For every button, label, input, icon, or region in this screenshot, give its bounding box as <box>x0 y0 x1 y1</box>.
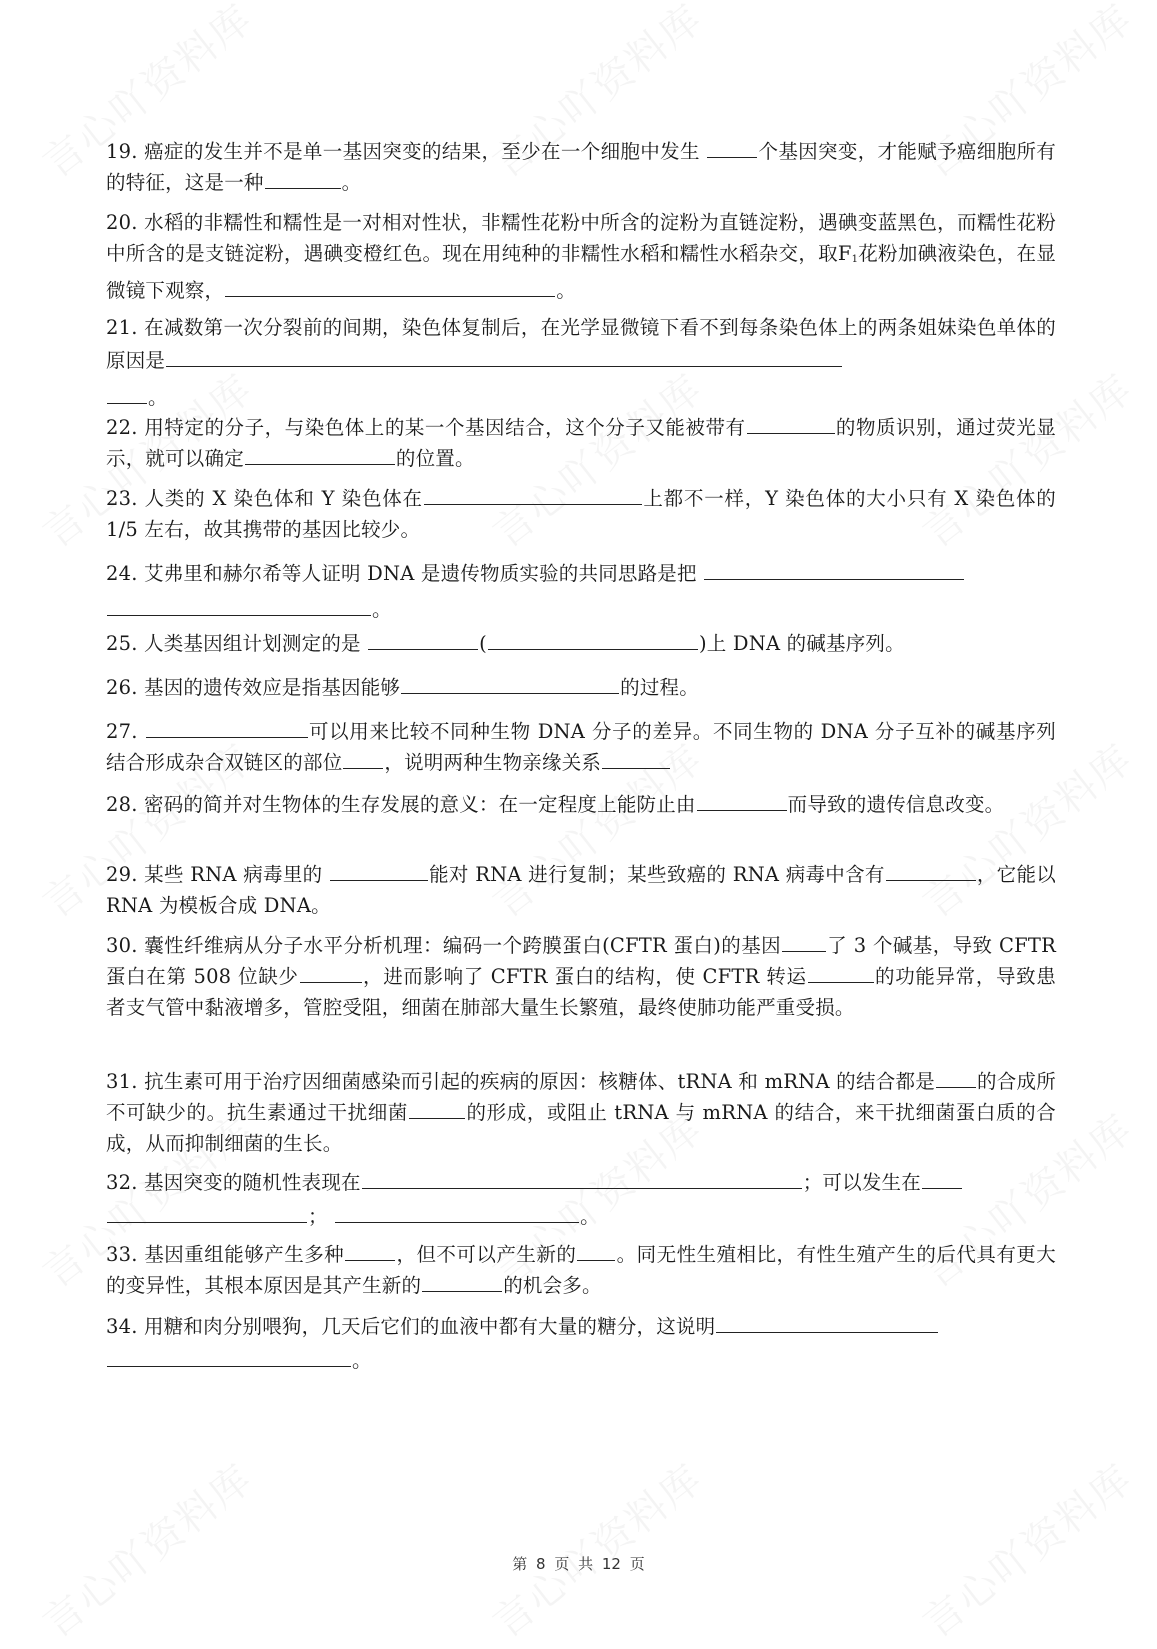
question-number: 32. <box>106 1171 138 1194</box>
question-text: 的位置。 <box>395 447 475 470</box>
question-text: 而导致的遗传信息改变。 <box>787 793 1005 816</box>
answer-blank[interactable] <box>107 595 371 616</box>
answer-blank[interactable] <box>488 629 698 650</box>
watermark <box>479 1448 713 1648</box>
question-34 <box>106 1310 1056 1378</box>
answer-blank[interactable] <box>886 860 976 881</box>
footer-suffix: 页 <box>629 1555 645 1573</box>
question-29 <box>106 859 1056 921</box>
question-30 <box>106 930 1056 1023</box>
answer-blank[interactable] <box>225 276 555 297</box>
question-text: 能对 RNA 进行复制；某些致癌的 RNA 病毒中含有 <box>428 863 885 886</box>
question-number: 30. <box>106 934 138 957</box>
question-text: 的形成，或阻止 tRNA 与 mRNA 的结合，来干扰细菌蛋白质的合成，从而抑制细菌的生长。 <box>106 1101 1056 1155</box>
answer-blank[interactable] <box>245 444 395 465</box>
question-number: 21. <box>106 316 138 339</box>
total-page-count: 12 <box>601 1555 621 1573</box>
question-text: 的过程。 <box>620 676 699 699</box>
answer-blank[interactable] <box>330 860 428 881</box>
question-text: ，说明两种生物亲缘关系 <box>384 751 602 774</box>
question-21 <box>106 311 1056 414</box>
question-text: 人类基因组计划测定的是 <box>144 632 368 655</box>
question-28 <box>106 789 1056 820</box>
question-text: 人类的 X 染色体和 Y 染色体在 <box>144 487 423 510</box>
question-text: 某些 RNA 病毒里的 <box>144 863 329 886</box>
answer-blank[interactable] <box>343 748 383 769</box>
answer-blank[interactable] <box>335 1202 579 1223</box>
question-text: 。同无性生殖相比，有性生殖产生的后代具有更大的变异性，其根本原因是其产生新的 <box>106 1243 1056 1297</box>
question-text: 密码的简并对生物体的生存发展的意义：在一定程度上能防止由 <box>144 793 696 816</box>
question-text: 用糖和肉分别喂狗，几天后它们的血液中都有大量的糖分，这说明 <box>144 1315 716 1338</box>
question-32 <box>106 1166 1056 1234</box>
question-text: 水稻的非糯性和糯性是一对相对性状，非糯性花粉中所含的淀粉为直链淀粉，遇碘变蓝黑色，而糯性花粉中所含的是支链淀粉，遇碘变橙红色。现在用纯种的非糯性水稻和糯性水稻杂交，取F <box>106 211 1056 265</box>
question-text: 艾弗里和赫尔希等人证明 DNA 是遗传物质实验的共同思路是把 <box>144 562 704 585</box>
question-text: 。 <box>556 279 576 302</box>
answer-blank[interactable] <box>166 346 842 367</box>
question-text: 的合成所不可缺少的。抗生素通过干扰细菌 <box>106 1070 1056 1124</box>
answer-blank[interactable] <box>747 413 835 434</box>
question-text: 癌症的发生并不是单一基因突变的结果，至少在一个细胞中发生 <box>144 140 707 163</box>
question-number: 23. <box>106 487 138 510</box>
question-number: 31. <box>106 1070 138 1093</box>
question-number: 20. <box>106 211 138 234</box>
answer-blank[interactable] <box>401 673 619 694</box>
question-text: 。 <box>341 171 362 194</box>
answer-blank[interactable] <box>602 748 670 769</box>
answer-blank[interactable] <box>362 1168 802 1189</box>
answer-blank[interactable] <box>265 168 341 189</box>
question-number: 24. <box>106 562 138 585</box>
answer-blank[interactable] <box>704 559 964 580</box>
question-text: 上都不一样，Y 染色体的大小只有 X 染色体的 1/5 左右，故其携带的基因比较少。 <box>106 487 1057 541</box>
answer-blank[interactable] <box>107 1346 351 1367</box>
question-number: 19. <box>106 140 138 163</box>
answer-blank[interactable] <box>716 1312 938 1333</box>
answer-blank[interactable] <box>697 790 787 811</box>
question-31 <box>106 1066 1056 1159</box>
answer-blank[interactable] <box>368 629 478 650</box>
question-text: )上 DNA 的碱基序列。 <box>698 632 905 655</box>
footer-prefix: 第 <box>512 1555 528 1573</box>
question-text: 个基因突变，才能赋予癌细胞所有的特征，这是一种 <box>106 140 1056 194</box>
question-25 <box>106 628 1056 659</box>
question-text: 的功能异常，导致患者支气管中黏液增多，管腔受阻，细菌在肺部大量生长繁殖，最终使肺功能严重受损。 <box>106 965 1056 1019</box>
question-text: 。 <box>372 598 392 621</box>
answer-blank[interactable] <box>107 1202 307 1223</box>
question-text: 可以用来比较不同种生物 DNA 分子的差异。不同生物的 DNA 分子互补的碱基序列结合形成杂合双链区的部位 <box>106 720 1056 774</box>
question-text: 。 <box>352 1349 372 1372</box>
question-number: 27. <box>106 720 138 743</box>
question-text: 。 <box>580 1205 600 1228</box>
answer-blank[interactable] <box>146 717 308 738</box>
question-text: ，它能以 RNA 为模板合成 DNA。 <box>106 863 1056 917</box>
question-text: ，进而影响了 CFTR 蛋白的结构，使 CFTR 转运 <box>362 965 807 988</box>
answer-blank[interactable] <box>707 137 757 158</box>
question-20 <box>106 207 1056 306</box>
answer-blank[interactable] <box>782 931 826 952</box>
question-number: 22. <box>106 416 138 439</box>
question-33 <box>106 1239 1056 1301</box>
question-text: ( <box>479 632 487 655</box>
page-footer <box>0 1553 1157 1574</box>
question-text: 基因的遗传效应是指基因能够 <box>144 676 401 699</box>
answer-blank[interactable] <box>300 962 362 983</box>
watermark <box>29 1448 263 1648</box>
answer-blank[interactable] <box>107 383 147 404</box>
subscript: 1 <box>851 254 859 265</box>
question-text: 花粉加碘液染色，在显微镜下观察， <box>106 242 1056 302</box>
question-text: ；可以发生在 <box>802 1171 921 1194</box>
answer-blank[interactable] <box>808 962 874 983</box>
answer-blank[interactable] <box>409 1098 465 1119</box>
answer-blank[interactable] <box>922 1168 962 1189</box>
answer-blank[interactable] <box>936 1067 976 1088</box>
question-text: 基因重组能够产生多种 <box>144 1243 345 1266</box>
current-page-number: 8 <box>536 1555 546 1573</box>
question-text: 抗生素可用于治疗因细菌感染而引起的疾病的原因：核糖体、tRNA 和 mRNA 的结合都是 <box>144 1070 935 1093</box>
question-24 <box>106 556 1056 628</box>
question-27 <box>106 716 1056 778</box>
answer-blank[interactable] <box>345 1240 395 1261</box>
question-number: 34. <box>106 1315 138 1338</box>
question-number: 29. <box>106 863 138 886</box>
question-text: 了 3 个碱基，导致 CFTR 蛋白在第 508 位缺少 <box>106 934 1056 988</box>
answer-blank[interactable] <box>422 1271 502 1292</box>
question-number: 25. <box>106 632 138 655</box>
question-text: 基因突变的随机性表现在 <box>144 1171 361 1194</box>
question-26 <box>106 672 1056 703</box>
question-number: 26. <box>106 676 138 699</box>
question-19 <box>106 136 1056 198</box>
question-text: ，但不可以产生新的 <box>396 1243 577 1266</box>
question-number: 33. <box>106 1243 138 1266</box>
answer-blank[interactable] <box>424 484 642 505</box>
question-22 <box>106 412 1056 474</box>
question-text: 的机会多。 <box>503 1274 602 1297</box>
question-number: 28. <box>106 793 138 816</box>
question-23 <box>106 483 1056 545</box>
watermark <box>909 1448 1143 1648</box>
question-text: 。 <box>148 386 168 409</box>
question-text: 的物质识别，通过荧光显示，就可以确定 <box>106 416 1056 470</box>
question-text: 囊性纤维病从分子水平分析机理：编码一个跨膜蛋白(CFTR 蛋白)的基因 <box>144 934 782 957</box>
question-text: 用特定的分子，与染色体上的某一个基因结合，这个分子又能被带有 <box>144 416 746 439</box>
footer-middle: 页 共 <box>554 1555 594 1573</box>
answer-blank[interactable] <box>577 1240 615 1261</box>
question-text: 在减数第一次分裂前的间期，染色体复制后，在光学显微镜下看不到每条染色体上的两条姐妹染色单体的原因是 <box>106 316 1056 372</box>
question-text: ； <box>308 1205 328 1228</box>
